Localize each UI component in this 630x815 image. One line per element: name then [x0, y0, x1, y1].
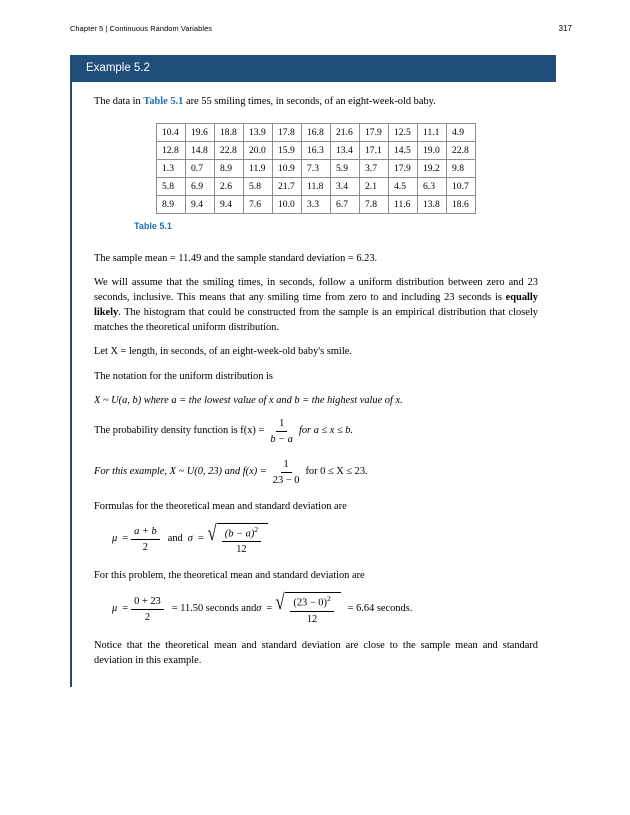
let-x-text: Let X = length, in seconds, of an eight-week-old baby's smile.	[94, 346, 352, 358]
table-cell: 13.8	[418, 196, 447, 214]
radical-icon: √	[207, 519, 217, 545]
example-body	[70, 82, 556, 687]
let-x-paragraph	[94, 344, 538, 359]
table-cell: 20.0	[244, 142, 273, 160]
table-cell: 22.8	[447, 142, 476, 160]
running-head	[70, 24, 572, 33]
pdf-numerator: 1	[276, 417, 287, 432]
table-cell: 13.4	[331, 142, 360, 160]
example-pdf-denominator: 23 − 0	[272, 474, 300, 486]
sigma2-equals: =	[266, 602, 273, 614]
spacer	[94, 235, 556, 251]
table-cell: 7.6	[244, 196, 273, 214]
table-cell: 3.7	[360, 160, 389, 178]
sigma2-symbol: σ	[256, 602, 262, 614]
table-cell: 9.4	[215, 196, 244, 214]
example-pdf-numerator: 1	[281, 458, 292, 473]
table-cell: 6.7	[331, 196, 360, 214]
table-cell: 3.4	[331, 178, 360, 196]
table-row	[157, 196, 476, 214]
table-caption: Table 5.1	[134, 221, 172, 232]
assumption-text-b: . The histogram that could be constructed from the sample is an empirical distribution that closely matches the theoretical uniform distribution.	[94, 307, 538, 334]
table-cell: 18.8	[215, 124, 244, 142]
table-cell: 18.6	[447, 196, 476, 214]
table-cell: 19.6	[186, 124, 215, 142]
radical-icon: √	[275, 589, 285, 615]
table-cell: 10.0	[273, 196, 302, 214]
table-cell: 11.1	[418, 124, 447, 142]
sigma2-denominator: 12	[306, 613, 318, 625]
pdf-lead-text: The probability density function is f(x) =	[94, 425, 265, 436]
mu-denominator: 2	[142, 542, 148, 554]
example-pdf-formula	[94, 458, 538, 487]
table-row	[157, 124, 476, 142]
table-cell: 14.8	[186, 142, 215, 160]
table-cell: 5.8	[157, 178, 186, 196]
assumption-paragraph	[94, 275, 538, 335]
table-cell: 1.3	[157, 160, 186, 178]
sigma-numerator-exponent: 2	[254, 524, 259, 534]
example-block	[70, 55, 556, 687]
table-cell: 4.5	[389, 178, 418, 196]
sigma2-numerator-text: (23 − 0)	[293, 597, 327, 609]
table-cell: 17.9	[389, 160, 418, 178]
notice-paragraph: Notice that the theoretical mean and standard deviation are close to the sample mean and standard deviation in this example.	[94, 639, 538, 666]
computed-values	[94, 589, 556, 625]
sigma-numerator	[222, 525, 261, 542]
table-cell: 17.8	[273, 124, 302, 142]
pdf-fraction	[267, 417, 296, 446]
smiling-times-table-holder	[94, 123, 538, 231]
pdf-denominator: b − a	[270, 433, 293, 445]
mu2-symbol: μ	[112, 602, 118, 614]
mu2-result: = 11.50 seconds and	[171, 602, 257, 614]
sigma-equals: =	[197, 533, 204, 545]
table-cell: 2.1	[360, 178, 389, 196]
table-cell: 5.9	[331, 160, 360, 178]
sigma2-result: = 6.64 seconds.	[347, 602, 413, 614]
smiling-times-table	[156, 123, 476, 214]
table-cell: 12.8	[157, 142, 186, 160]
intro-text-a: The data in	[94, 96, 144, 107]
table-cell: 22.8	[215, 142, 244, 160]
pdf-formula	[94, 417, 538, 446]
table-cell: 16.8	[302, 124, 331, 142]
table-cell: 11.9	[244, 160, 273, 178]
example-pdf-fraction	[270, 458, 303, 487]
table-row	[157, 160, 476, 178]
mu-equals: =	[122, 533, 129, 545]
table-cell: 10.7	[447, 178, 476, 196]
table-cell: 8.9	[215, 160, 244, 178]
example-title: Example 5.2	[70, 55, 556, 82]
table-cell: 21.6	[331, 124, 360, 142]
table-cell: 8.9	[157, 196, 186, 214]
notation-definition: X ~ U(a, b) where a = the lowest value of x and b = the highest value of x.	[94, 394, 403, 406]
table-cell: 9.8	[447, 160, 476, 178]
example-pdf-lead: For this example, X ~ U(0, 23) and f(x) =	[94, 466, 267, 477]
example-pdf-tail: for 0 ≤ X ≤ 23.	[305, 466, 368, 477]
formulas-paragraph: Formulas for the theoretical mean and standard deviation are	[94, 500, 347, 512]
radicand	[285, 592, 340, 625]
and-word: and	[167, 533, 183, 545]
table-cell: 2.6	[215, 178, 244, 196]
table-cell: 3.3	[302, 196, 331, 214]
table-cell: 9.4	[186, 196, 215, 214]
notation-paragraph: The notation for the uniform distribution is	[94, 370, 273, 382]
table-cell: 4.9	[447, 124, 476, 142]
sample-mean-paragraph: The sample mean = 11.49 and the sample standard deviation = 6.23.	[94, 253, 378, 265]
table-cell: 11.8	[302, 178, 331, 196]
table-cell: 13.9	[244, 124, 273, 142]
table-cell: 10.9	[273, 160, 302, 178]
table-cell: 19.0	[418, 142, 447, 160]
mu2-fraction	[131, 595, 164, 624]
table-cell: 0.7	[186, 160, 215, 178]
mu2-numerator: 0 + 23	[131, 595, 164, 610]
table-cell: 6.9	[186, 178, 215, 196]
table-row	[157, 178, 476, 196]
problem-paragraph: For this problem, the theoretical mean and standard deviation are	[94, 570, 365, 582]
sigma2-fraction	[290, 594, 333, 625]
mu2-equals: =	[122, 602, 129, 614]
mu2-denominator: 2	[144, 611, 151, 623]
radicand	[217, 523, 268, 556]
intro-text-b: are 55 smiling times, in seconds, of an eight-week-old baby.	[183, 96, 436, 107]
table-cell: 14.5	[389, 142, 418, 160]
table-cell: 17.9	[360, 124, 389, 142]
sigma-fraction	[222, 525, 261, 556]
pdf-tail-text: for a ≤ x ≤ b.	[298, 425, 354, 436]
theoretical-formulas	[94, 519, 556, 556]
running-head-chapter: Chapter 5 | Continuous Random Variables	[70, 24, 213, 33]
table-row	[157, 142, 476, 160]
sigma-symbol: σ	[187, 533, 193, 545]
sigma-numerator-text: (b − a)	[224, 528, 255, 540]
sigma2-numerator-exponent: 2	[326, 594, 331, 604]
assumption-text-a: We will assume that the smiling times, in seconds, follow a uniform distribution between zero and 23 seconds, inclusive. This means that any smiling time from zero to and including 23 seconds is	[94, 277, 538, 304]
table-cell: 7.8	[360, 196, 389, 214]
table-cell: 21.7	[273, 178, 302, 196]
table-cell: 7.3	[302, 160, 331, 178]
page-number: 317	[558, 24, 572, 33]
table-cell: 11.6	[389, 196, 418, 214]
table-cell: 17.1	[360, 142, 389, 160]
sigma2-square-root	[274, 589, 340, 625]
sigma-square-root	[206, 519, 268, 556]
sigma2-numerator	[290, 594, 333, 611]
intro-paragraph	[94, 94, 538, 109]
sigma-denominator: 12	[236, 544, 247, 556]
mu-fraction	[131, 525, 160, 554]
mu-symbol: μ	[112, 533, 118, 545]
table-cell: 5.8	[244, 178, 273, 196]
table-cell: 19.2	[418, 160, 447, 178]
table-cell: 12.5	[389, 124, 418, 142]
equally-likely-emphasis: equally likely	[94, 292, 538, 319]
table-reference-link[interactable]: Table 5.1	[143, 96, 184, 107]
table-cell: 6.3	[418, 178, 447, 196]
table-cell: 10.4	[157, 124, 186, 142]
mu-numerator: a + b	[131, 525, 160, 540]
table-cell: 16.3	[302, 142, 331, 160]
table-cell: 15.9	[273, 142, 302, 160]
